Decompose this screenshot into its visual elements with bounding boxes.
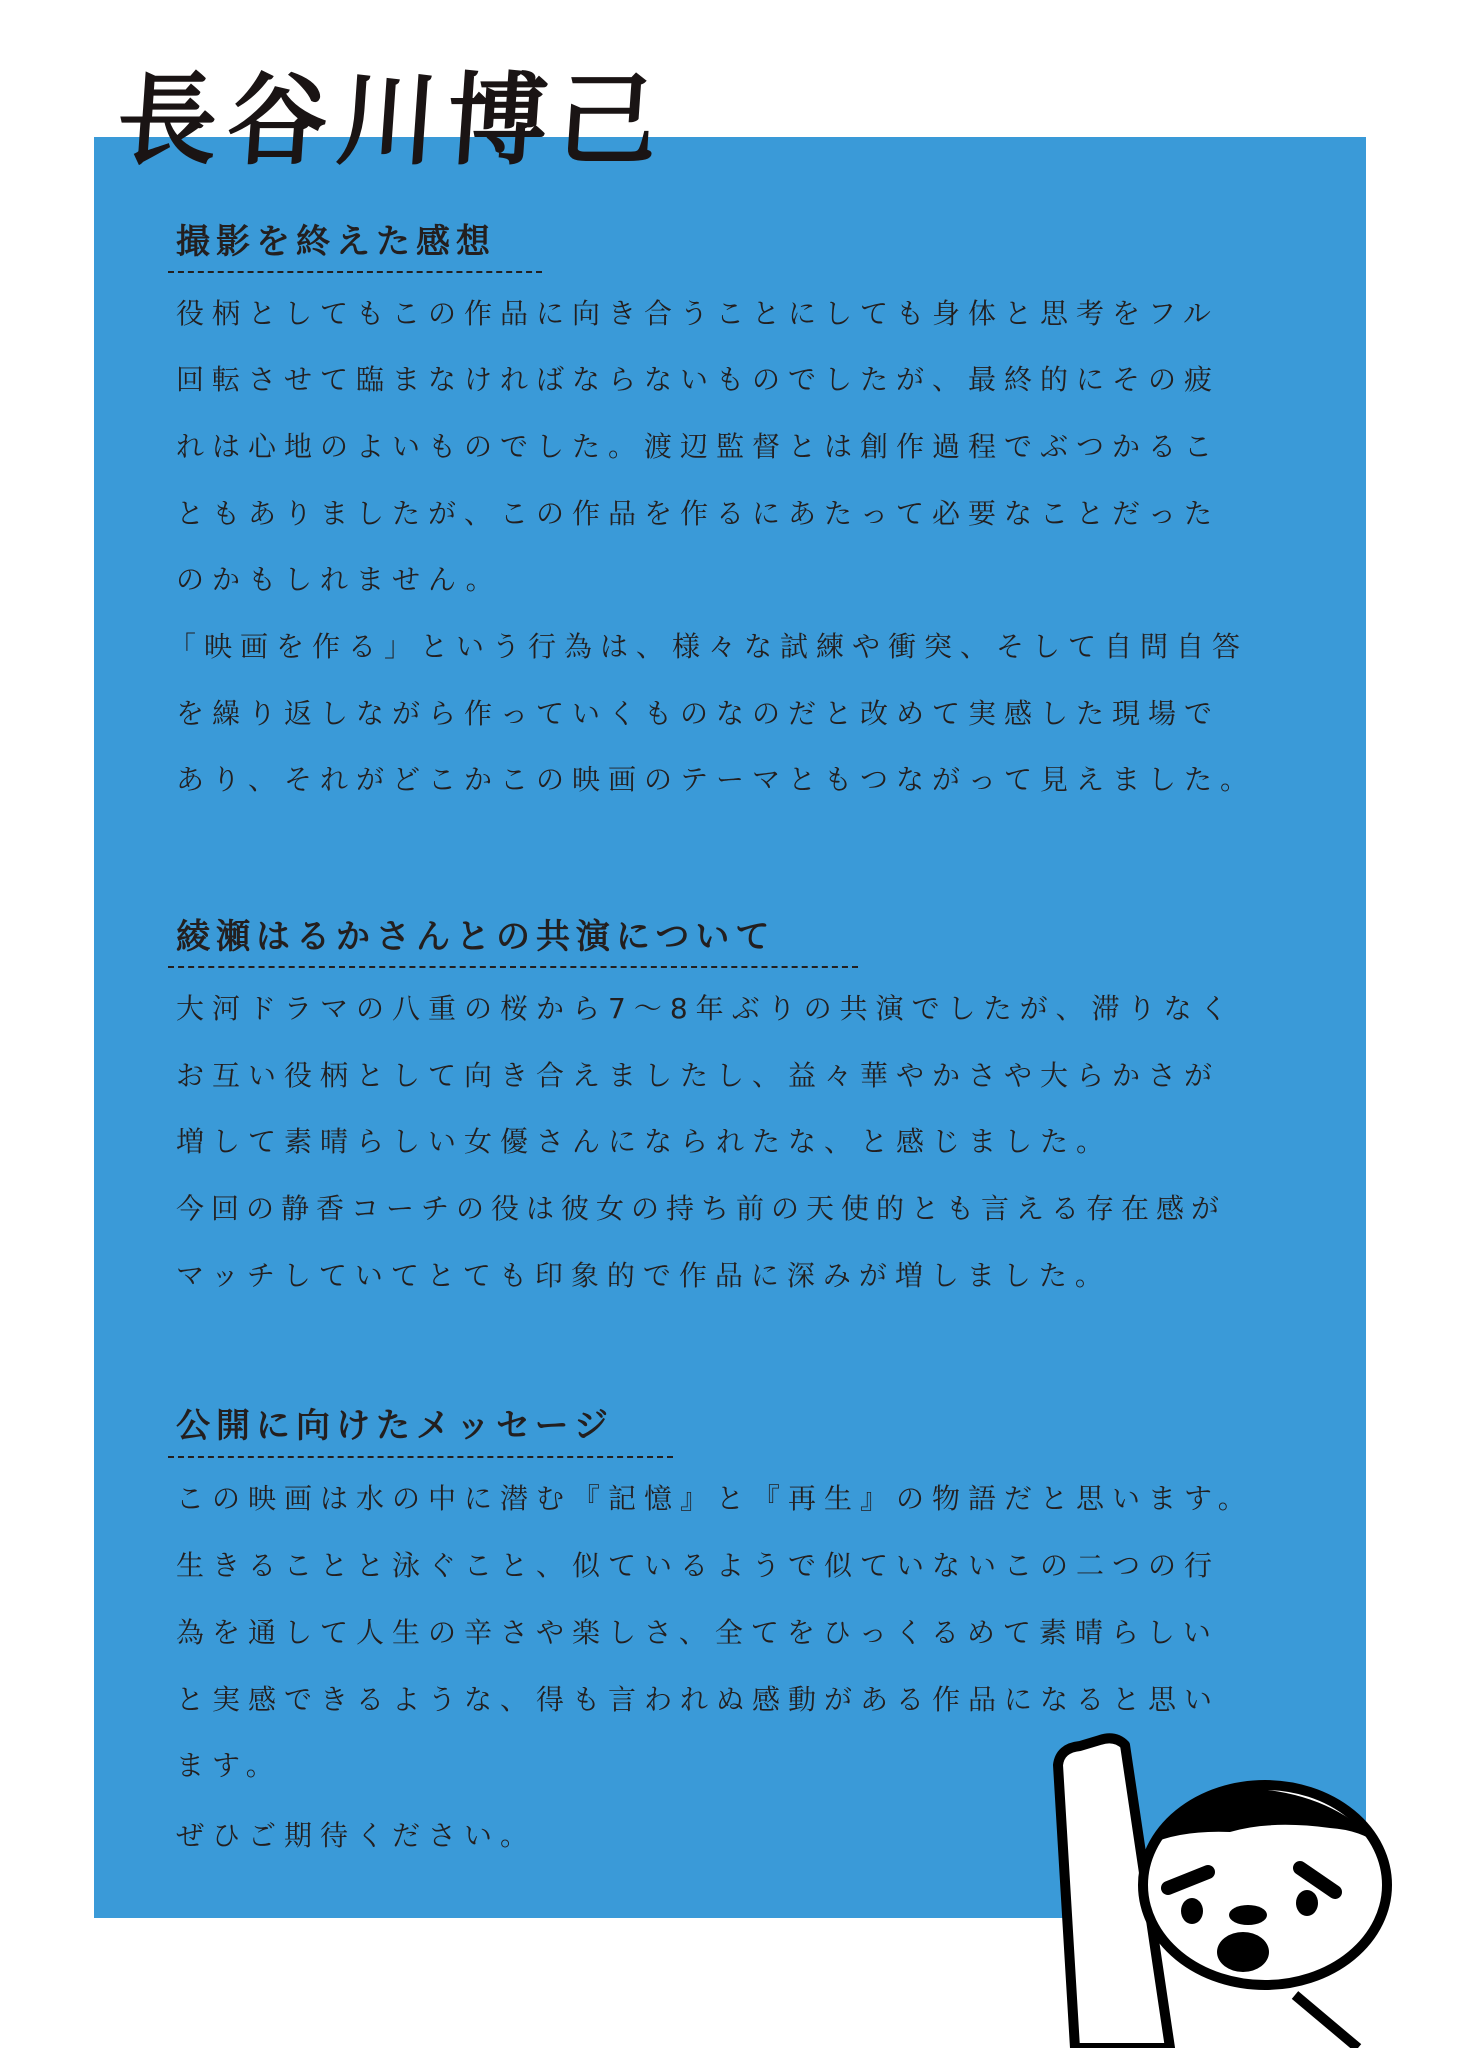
body-line: 増して素晴らしい女優さんになられたな、と感じました。 xyxy=(176,1125,1113,1158)
body-line-stroke xyxy=(1295,1995,1358,2048)
body-line: 為を通して人生の辛さや楽しさ、全てをひっくるめて素晴らしい xyxy=(176,1616,1219,1649)
page-title: 長谷川博己 xyxy=(113,61,672,179)
body-line: ます。 xyxy=(176,1749,282,1782)
body-line: のかもしれません。 xyxy=(176,563,502,596)
cartoon-character-illustration xyxy=(1030,1720,1460,2048)
section-heading-costar: 綾瀬はるかさんとの共演について xyxy=(176,917,776,957)
body-line: と実感できるような、得も言われぬ感動がある作品になると思い xyxy=(176,1683,1221,1716)
body-line: マッチしていてとても印象的で作品に深みが増しました。 xyxy=(176,1259,1111,1292)
body-line: ぜひご期待ください。 xyxy=(176,1819,537,1852)
section-heading-message: 公開に向けたメッセージ xyxy=(176,1406,614,1446)
body-line: この映画は水の中に潜む『記憶』と『再生』の物語だと思います。 xyxy=(176,1482,1254,1515)
body-line: あり、それがどこかこの映画のテーマともつながって見えました。 xyxy=(176,763,1257,796)
left-eye xyxy=(1181,1898,1203,1924)
body-line: 今回の静香コーチの役は彼女の持ち前の天使的とも言える存在感が xyxy=(176,1192,1227,1225)
body-line: ともありましたが、この作品を作るにあたって必要なことだった xyxy=(176,497,1221,530)
heading-underline xyxy=(168,271,542,273)
mouth xyxy=(1217,1932,1269,1972)
body-line: 回転させて臨まなければならないものでしたが、最終的にその疲 xyxy=(176,363,1221,396)
nose xyxy=(1229,1905,1267,1925)
body-line: を繰り返しながら作っていくものなのだと改めて実感した現場で xyxy=(176,697,1221,730)
right-eye xyxy=(1296,1890,1318,1916)
section-heading-impressions: 撮影を終えた感想 xyxy=(176,222,496,262)
body-line: 生きることと泳ぐこと、似ているようで似ていないこの二つの行 xyxy=(176,1549,1221,1582)
heading-underline xyxy=(168,966,858,968)
heading-underline xyxy=(168,1456,673,1458)
body-line: 役柄としてもこの作品に向き合うことにしても身体と思考をフル xyxy=(176,297,1219,330)
body-line: 大河ドラマの八重の桜から7～8年ぶりの共演でしたが、滞りなく xyxy=(176,992,1236,1025)
body-line: れは心地のよいものでした。渡辺監督とは創作過程でぶつかるこ xyxy=(176,430,1221,463)
body-line: 「映画を作る」という行為は、様々な試練や衝突、そして自問自答 xyxy=(168,630,1249,663)
body-line: お互い役柄として向き合えましたし、益々華やかさや大らかさが xyxy=(176,1059,1221,1092)
